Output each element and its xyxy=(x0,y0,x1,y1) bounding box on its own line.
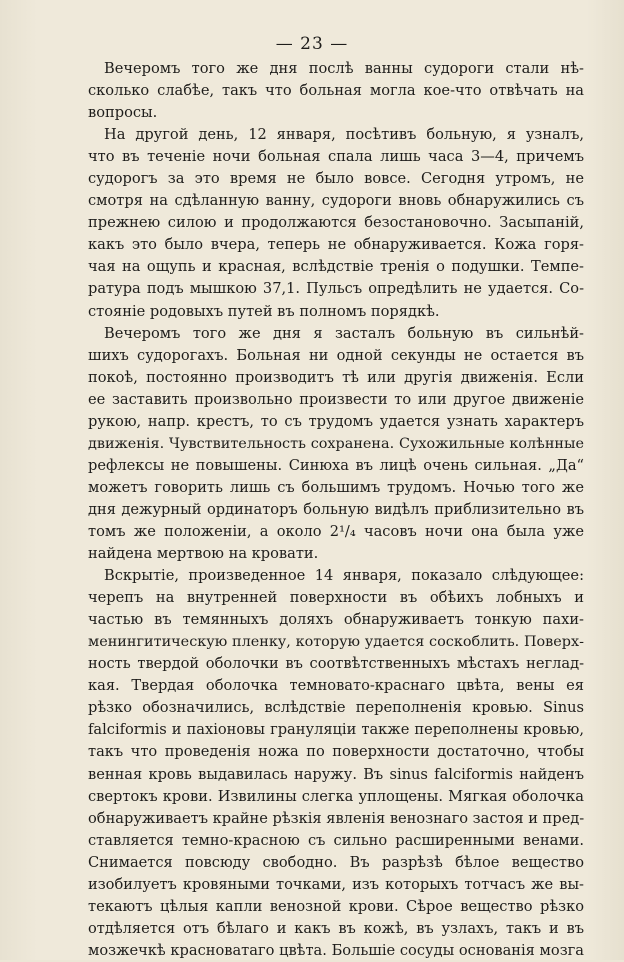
text-line: черепъ на внутренней поверхности въ обѣихъ лобныхъ и xyxy=(88,589,584,607)
text-line: какъ это было вчера, теперь не обнаруживается. Кожа горя- xyxy=(88,236,584,254)
text-line: обнаруживаетъ крайне рѣзкія явленія венознаго застоя и пред- xyxy=(88,809,584,827)
text-line: менингитическую пленку, которую удается соскоблить. Поверх- xyxy=(88,634,584,651)
text-line: На другой день, 12 января, посѣтивъ больную, я узналъ, xyxy=(104,126,584,144)
text-line: такъ что проведенія ножа по поверхности достаточно, чтобы xyxy=(88,743,584,761)
text-line: отдѣляется отъ бѣлаго и какъ въ кожѣ, въ узлахъ, такъ и въ xyxy=(88,919,584,937)
text-line: венная кровь выдавилась наружу. Въ sinus falciformis найденъ xyxy=(88,765,584,783)
text-line: можетъ говорить лишь съ большимъ трудомъ. Ночью того же xyxy=(88,478,584,496)
text-line: дня дежурный ординаторъ больную видѣлъ приблизительно въ xyxy=(88,500,584,518)
text-line: ее заставить произвольно произвести то или другое движеніе xyxy=(88,390,584,408)
text-line: рефлексы не повышены. Синюха въ лицѣ очень сильная. „Да“ xyxy=(88,456,584,474)
text-line: рукою, напр. крестъ, то съ трудомъ удается узнать характеръ xyxy=(88,412,584,430)
text-line: что въ теченіе ночи больная спала лишь часа 3—4, причемъ xyxy=(88,148,584,166)
text-body xyxy=(88,58,584,962)
text-line: Вечеромъ того же дня я засталъ больную въ сильнѣй- xyxy=(104,324,584,342)
text-line: кая. Твердая оболочка темновато-краснаго цвѣта, вены ея xyxy=(88,677,584,695)
text-line: мозжечкѣ красноватаго цвѣта. Большіе сосуды основанія мозга xyxy=(88,941,584,959)
text-line: стояніе родовыхъ путей въ полномъ порядкѣ. xyxy=(88,302,440,320)
text-line: Снимается повсюду свободно. Въ разрѣзѣ бѣлое вещество xyxy=(88,853,584,871)
text-line: вопросы. xyxy=(88,104,158,122)
text-line: чая на ощупь и красная, вслѣдствіе тренія о подушки. Темпе- xyxy=(88,258,584,276)
text-line: текаютъ цѣлыя капли венозной крови. Сѣрое вещество рѣзко xyxy=(88,897,584,915)
text-line: частью въ темянныхъ доляхъ обнаруживаетъ тонкую пахи- xyxy=(88,611,584,629)
text-line: смотря на сдѣланную ванну, судороги вновь обнаружились съ xyxy=(88,192,584,210)
text-line: ставляется темно-красною съ сильно расширенными венами. xyxy=(88,831,584,849)
text-line: Вечеромъ того же дня послѣ ванны судороги стали нѣ- xyxy=(104,60,584,77)
text-line: ратура подъ мышкою 37,1. Пульсъ опредѣлить не удается. Со- xyxy=(88,280,584,298)
text-line: шихъ судорогахъ. Больная ни одной секунды не остается въ xyxy=(88,346,584,364)
text-line: прежнею силою и продолжаются безостановочно. Засыпаній, xyxy=(88,214,584,232)
text-line: ность твердой оболочки въ соотвѣтственныхъ мѣстахъ неглад- xyxy=(88,655,584,673)
text-line: сколько слабѣе, такъ что больная могла кое-что отвѣчать на xyxy=(88,82,584,100)
text-line: изобилуетъ кровяными точками, изъ которыхъ тотчасъ же вы- xyxy=(88,875,584,893)
text-line: найдена мертвою на кровати. xyxy=(88,545,319,563)
text-line: свертокъ крови. Извилины слегка уплощены. Мягкая оболочка xyxy=(88,787,584,805)
page-number: — 23 — xyxy=(275,34,349,54)
text-line: движенія. Чувствительность сохранена. Сухожильные колѣнные xyxy=(88,435,584,452)
text-line: falciformis и пахіоновы грануляціи также переполнены кровью, xyxy=(88,721,584,739)
text-line: судорогъ за это время не было вовсе. Сегодня утромъ, не xyxy=(88,170,584,188)
text-line: томъ же положеніи, а около 2¹/₄ часовъ ночи она была уже xyxy=(88,522,584,540)
text-line: рѣзко обозначились, вслѣдствіе переполненія кровью. Sinus xyxy=(88,699,584,717)
text-line: Вскрытіе, произведенное 14 января, показало слѣдующее: xyxy=(104,567,584,585)
text-line: покоѣ, постоянно производитъ тѣ или другія движенія. Если xyxy=(88,368,584,386)
